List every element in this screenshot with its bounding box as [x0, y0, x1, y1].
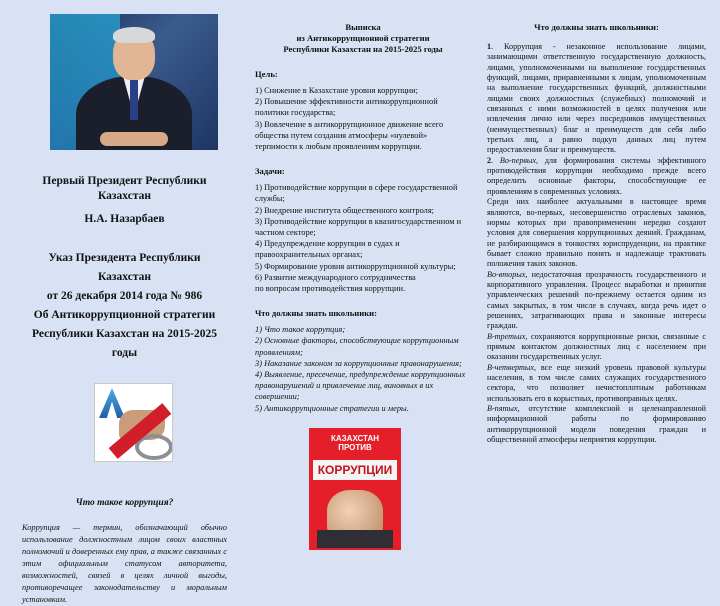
paragraph-text: сохраняются коррупционные риски, связанные с прямым контактом должностных лиц с населением при оказании государственных услуг. — [487, 331, 706, 362]
list-item: по вопросам противодействия коррупции. — [255, 284, 406, 294]
list-item: терпимости к любым проявлениям коррупции. — [255, 142, 422, 152]
list-item: 1) Что такое коррупция; — [255, 325, 346, 335]
list-item: 3) Наказание законом за коррупционные правонарушения; — [255, 358, 462, 368]
decree-line: Республики Казахстан на 2015-2025 годы — [31, 328, 218, 359]
list-item: 2) Внедрение института общественного контроля; — [255, 205, 434, 215]
strategy-heading — [255, 22, 471, 55]
paragraph-lead-italic: В-третьих, — [487, 331, 528, 341]
list-item: 3) Вовлечение в антикоррупционное движение всего — [255, 119, 444, 129]
corruption-question: Что такое коррупция? — [75, 498, 174, 508]
right-body — [487, 42, 706, 445]
list-item: 3) Противодействие коррупции в квазигосударственном и — [255, 216, 462, 226]
anticorruption-logo — [94, 383, 173, 462]
decree-line: от 26 декабря 2014 года № 986 — [46, 290, 203, 302]
paragraph-text: отсутствие комплексной и целенаправленной информационной работы по формированию антикоррупционной модели поведения граждан и общественной атмосферы неприятия коррупции. — [487, 404, 706, 445]
list-item: 5) Формирование уровня антикоррупционной культуры; — [255, 261, 456, 271]
list-item: 2) Повышение эффективности антикоррупционной — [255, 97, 438, 107]
president-name: Н.А. Назарбаев — [84, 213, 165, 225]
paragraph — [487, 197, 706, 269]
list-item: 5) Антикоррупционные стратегии и меры. — [255, 403, 409, 413]
list-item: правонарушений и привлечение лиц, виновных в их — [255, 381, 434, 391]
paragraph-lead-italic: Во-вторых, — [487, 269, 528, 279]
paragraph-lead-italic: . Во-первых, — [491, 155, 539, 165]
decree-title — [22, 249, 227, 363]
poster-line: КАЗАХСТАН — [331, 433, 379, 443]
paragraph — [487, 363, 706, 404]
list-item: политики государства; — [255, 108, 336, 118]
paragraph-lead-italic: В-пятых, — [487, 404, 520, 414]
paragraph-lead-italic: В-четвертых, — [487, 362, 537, 372]
paragraph-text: Среди них наиболее актуальными в настоящее время являются, во-первых, несовершенство отраслевых законов, нормы которых при правоприменении нередко создают условия для совершения коррупционных деяний. Гражданам, не разбирающимся в тонкостях юриспруденции, на практике бывает сложно правильно понять и надлежаще трактовать положения таких законов. — [487, 197, 706, 269]
tasks-title: Задачи: — [255, 166, 285, 177]
corruption-definition: Коррупция — термин, обозначающий обычно использование должностным лицом своих властных полномочий и доверенных ему прав, а также связанных с этим официальным статусом авторитета, возможностей, связей в целях личной выгоды, противоречащее законодательству и моральным установкам. — [22, 523, 227, 604]
poster-line: ПРОТИВ — [338, 442, 372, 452]
list-item: 2) Основные факторы, способствующие коррупционным — [255, 336, 459, 346]
paragraph-text: для формирования системы эффективного противодействия коррупции необходимо прежде всего определить основные факторы, способствующие ее проявлениям в современных условиях. — [487, 155, 706, 196]
goal-title: Цель: — [255, 69, 278, 79]
paragraph-number: 2 — [487, 155, 492, 165]
paragraph — [487, 42, 706, 156]
list-item: 1) Снижение в Казахстане уровня коррупции; — [255, 86, 418, 95]
middle-panel — [245, 0, 477, 510]
list-item: 6) Развитие международного сотрудничества — [255, 272, 416, 282]
list-item: общества путем создания атмосферы «нулевой» — [255, 130, 428, 140]
right-panel — [477, 0, 720, 510]
paragraph — [487, 270, 706, 332]
list-item: частном секторе; — [255, 228, 316, 238]
list-item: совершении; — [255, 392, 300, 402]
poster-word: КОРРУПЦИИ — [317, 462, 393, 477]
decree-line: Указ Президента Республики Казахстан — [48, 252, 201, 283]
goal-list — [255, 85, 471, 152]
president-portrait — [50, 14, 218, 150]
paragraph-text: все еще низкий уровень правовой культуры населения, в том числе самих служащих государственного сектора, что позволяет нечистоплотным работникам использовать его в корыстных, противоправных целях. — [487, 362, 706, 403]
list-item: 4) Выявление, пресечение, предупреждение коррупционных — [255, 370, 466, 380]
know-list — [255, 324, 471, 414]
poster-top-text — [309, 434, 401, 452]
left-panel — [0, 0, 245, 604]
paragraph-number: 1 — [487, 42, 492, 51]
list-item: 4) Предупреждение коррупции в судах и — [255, 239, 400, 249]
paragraph-text: недостаточная прозрачность государственного и корпоративного управления. Процесс выработки и принятия управленческих решений по-прежнему остается одним из самых закрытых, в том числе в случаях, когда речь идет о решениях, затрагивающих права и законные интересы граждан. — [487, 269, 706, 331]
paragraph-text: . Коррупция - незаконное использование лицами, занимающими ответственную государственную должность, лицами, уполномоченными на выполнение государственных функций, лицами, приравненными к лицам, уполномоченным на выполнение государственных функций, должностными лицами своих должностных (служебных) полномочий и связанных с ними возможностей в целях получения или извлечения лично или через посредников имущественных (неимущественных) благ и преимуществ для себя либо третьих лиц, а равно подкуп данных лиц путем предоставления благ и преимуществ. — [487, 42, 706, 155]
anticorruption-poster — [309, 428, 401, 550]
paragraph — [487, 404, 706, 445]
list-item: проявлениям; — [255, 347, 303, 357]
tasks-list — [255, 182, 471, 294]
heading-line: из Антикоррупционной стратегии — [296, 33, 430, 43]
decree-line: Об Антикоррупционной стратегии — [33, 309, 216, 321]
president-title: Первый Президент Республики Казахстан — [42, 175, 207, 202]
paragraph — [487, 156, 706, 197]
paragraph — [487, 332, 706, 363]
right-heading: Что должны знать школьники: — [534, 22, 659, 32]
know-title: Что должны знать школьники: — [255, 308, 377, 319]
list-item: службы; — [255, 194, 285, 204]
list-item: правоохранительных органах; — [255, 250, 363, 260]
list-item: 1) Противодействие коррупции в сфере государственной — [255, 183, 458, 193]
heading-line: Республики Казахстан на 2015-2025 годы — [283, 44, 443, 54]
heading-line: Выписка — [345, 22, 381, 32]
